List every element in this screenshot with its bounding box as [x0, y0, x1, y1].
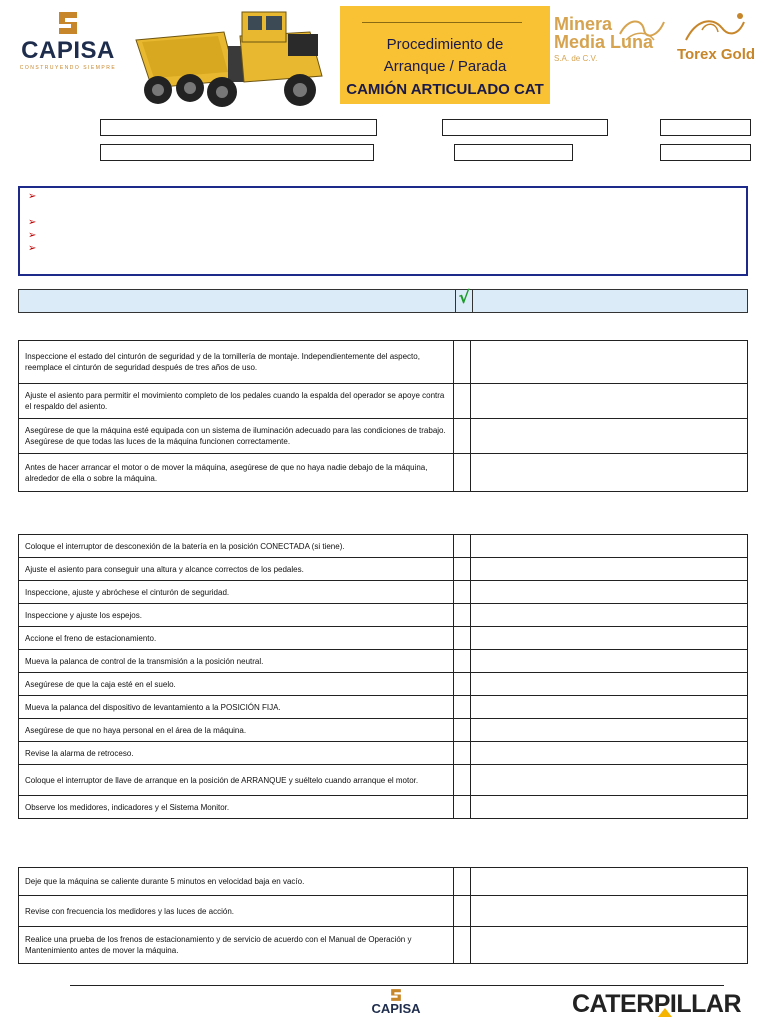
checklist-item-text: Revise la alarma de retroceso. [19, 742, 454, 765]
checklist-row [19, 581, 748, 604]
checkbox-cell[interactable] [454, 558, 471, 581]
notes-cell[interactable] [471, 558, 748, 581]
checklist-row [19, 535, 748, 558]
capisa-mark-icon [56, 10, 80, 36]
checklist-item-text: Coloque el interruptor de desconexión de la batería en la posición CONECTADA (si tiene). [19, 535, 454, 558]
form-field-3[interactable] [660, 119, 751, 136]
notes-cell[interactable] [471, 341, 748, 384]
checkbox-cell[interactable] [454, 719, 471, 742]
checklist-row [19, 419, 748, 454]
checklist-item-text: Coloque el interruptor de llave de arranque en la posición de ARRANQUE y suéltelo cuando arranque el motor. [19, 765, 454, 796]
footer-capisa-wordmark: CAPISA [371, 1001, 421, 1016]
checkbox-cell[interactable] [454, 927, 471, 964]
checkbox-cell[interactable] [454, 673, 471, 696]
checkbox-cell[interactable] [454, 419, 471, 454]
mml-word-3: S.A. de C.V. [554, 54, 598, 63]
checklist-row [19, 796, 748, 819]
form-field-4[interactable] [100, 144, 374, 161]
checklist-item-text: Inspeccione el estado del cinturón de seguridad y de la tornillería de montaje. Independientemente del aspecto, reemplace el cinturón de seguridad después de tres años de uso. [19, 341, 454, 384]
checkbox-cell[interactable] [454, 384, 471, 419]
checklist-item-text: Accione el freno de estacionamiento. [19, 627, 454, 650]
checklist-item-text: Antes de hacer arrancar el motor o de mover la máquina, asegúrese de que no haya nadie debajo de la máquina, alrededor de ella o sobre la máquina. [19, 454, 454, 492]
checklist-row [19, 765, 748, 796]
notes-cell[interactable] [471, 454, 748, 492]
checklist-item-text: Mueva la palanca de control de la transmisión a la posición neutral. [19, 650, 454, 673]
form-field-5[interactable] [454, 144, 573, 161]
checklist-item-text: Asegúrese de que la máquina esté equipada con un sistema de iluminación adecuado para las condiciones de trabajo. Asegúrese de que todas las luces de la máquina funcionen correctamente. [19, 419, 454, 454]
checklist-row [19, 650, 748, 673]
form-field-2[interactable] [442, 119, 608, 136]
truck-image [132, 6, 332, 112]
form-field-6[interactable] [660, 144, 751, 161]
checkbox-cell[interactable] [454, 765, 471, 796]
checklist-row [19, 384, 748, 419]
notes-cell[interactable] [471, 765, 748, 796]
document-title-box [340, 6, 550, 104]
checkbox-cell[interactable] [454, 896, 471, 927]
notes-cell[interactable] [471, 535, 748, 558]
checklist-table-3 [18, 867, 748, 964]
notes-cell[interactable] [471, 673, 748, 696]
checkbox-cell[interactable] [454, 868, 471, 896]
footer-capisa-logo [364, 988, 428, 1020]
checklist-row [19, 742, 748, 765]
minera-media-luna-logo [552, 12, 668, 68]
notes-cell[interactable] [471, 627, 748, 650]
notes-cell[interactable] [471, 927, 748, 964]
title-line-1: Procedimiento de [386, 36, 504, 53]
title-line-3: CAMIÓN ARTICULADO CAT [346, 81, 544, 98]
arrow-bullet-icon: ➢ [28, 217, 37, 228]
checklist-item-text: Ajuste el asiento para permitir el movimiento completo de los pedales cuando la espalda del operador se apoye contra el respaldo del asiento. [19, 384, 454, 419]
checklist-header-bar [18, 289, 748, 313]
caterpillar-triangle-icon [658, 1008, 672, 1017]
header-divider [472, 290, 473, 312]
checklist-item-text: Mueva la palanca del dispositivo de levantamiento a la POSICIÓN FIJA. [19, 696, 454, 719]
checkbox-cell[interactable] [454, 341, 471, 384]
checklist-item-text: Inspeccione y ajuste los espejos. [19, 604, 454, 627]
checklist-item-text: Ajuste el asiento para conseguir una altura y alcance correctos de los pedales. [19, 558, 454, 581]
title-line-2: Arranque / Parada [383, 58, 507, 75]
checklist-item-text: Observe los medidores, indicadores y el Sistema Monitor. [19, 796, 454, 819]
caterpillar-logo [572, 990, 742, 1022]
notes-cell[interactable] [471, 742, 748, 765]
checklist-row [19, 673, 748, 696]
torex-gold-logo [668, 10, 764, 70]
checkbox-cell[interactable] [454, 581, 471, 604]
checklist-row [19, 719, 748, 742]
checklist-table-2 [18, 534, 748, 819]
notes-cell[interactable] [471, 384, 748, 419]
capisa-mark-icon [389, 988, 403, 1002]
capisa-logo [12, 10, 124, 80]
checklist-row [19, 927, 748, 964]
notes-cell[interactable] [471, 796, 748, 819]
checkbox-cell[interactable] [454, 535, 471, 558]
checklist-table-1 [18, 340, 748, 492]
capisa-wordmark: CAPISA [21, 37, 115, 64]
mml-word-1: Minera [554, 14, 613, 34]
torex-wordmark: Torex Gold [676, 46, 756, 63]
checkbox-cell[interactable] [454, 696, 471, 719]
checkbox-cell[interactable] [454, 796, 471, 819]
checklist-item-text: Revise con frecuencia los medidores y las luces de acción. [19, 896, 454, 927]
checklist-row [19, 627, 748, 650]
checklist-row [19, 868, 748, 896]
checklist-item-text: Realice una prueba de los frenos de estacionamiento y de servicio de acuerdo con el Manual de Operación y Mantenimiento antes de mover la máquina. [19, 927, 454, 964]
checkmark-icon: √ [458, 288, 470, 308]
notes-cell[interactable] [471, 868, 748, 896]
checkbox-cell[interactable] [454, 742, 471, 765]
checklist-row [19, 696, 748, 719]
checklist-row [19, 341, 748, 384]
checkbox-cell[interactable] [454, 604, 471, 627]
arrow-bullet-icon: ➢ [28, 191, 37, 202]
checklist-item-text: Asegúrese de que no haya personal en el área de la máquina. [19, 719, 454, 742]
checklist-row [19, 558, 748, 581]
arrow-bullet-icon: ➢ [28, 243, 37, 254]
checklist-item-text: Inspeccione, ajuste y abróchese el cinturón de seguridad. [19, 581, 454, 604]
notes-cell[interactable] [471, 419, 748, 454]
checkbox-cell[interactable] [454, 627, 471, 650]
notes-cell[interactable] [471, 604, 748, 627]
checklist-row [19, 454, 748, 492]
notes-cell[interactable] [471, 719, 748, 742]
notes-cell[interactable] [471, 650, 748, 673]
checklist-row [19, 896, 748, 927]
checklist-item-text: Asegúrese de que la caja esté en el suelo. [19, 673, 454, 696]
checkbox-cell[interactable] [454, 650, 471, 673]
notes-box [18, 186, 748, 276]
notes-cell[interactable] [471, 581, 748, 604]
capisa-tagline: CONSTRUYENDO SIEMPRE [19, 65, 117, 71]
checkbox-cell[interactable] [454, 454, 471, 492]
notes-cell[interactable] [471, 896, 748, 927]
notes-cell[interactable] [471, 696, 748, 719]
caterpillar-wordmark: CATERPILLAR [572, 990, 742, 1018]
mml-swirl-icon [618, 14, 666, 44]
checklist-item-text: Deje que la máquina se caliente durante 5 minutos en velocidad baja en vacío. [19, 868, 454, 896]
title-rule [362, 22, 522, 23]
mml-word-2: Media Luna [554, 32, 654, 52]
arrow-bullet-icon: ➢ [28, 230, 37, 241]
torex-figure-icon [682, 10, 752, 46]
checklist-row [19, 604, 748, 627]
footer-rule [70, 985, 724, 986]
form-field-1[interactable] [100, 119, 377, 136]
